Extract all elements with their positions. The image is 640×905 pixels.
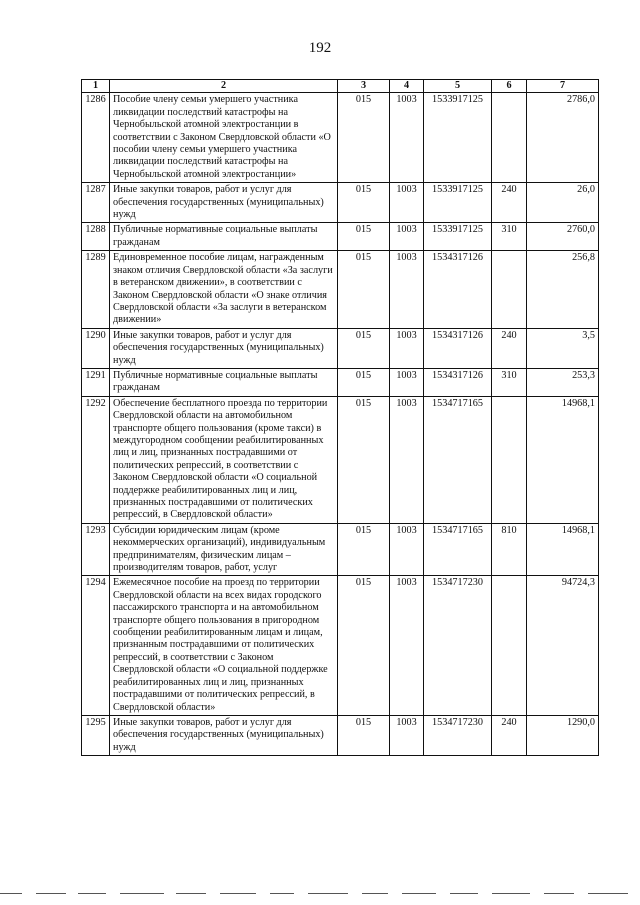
ministry-code-cell: 015 <box>338 251 390 328</box>
row-number-cell: 1290 <box>82 328 110 368</box>
expense-name-cell: Публичные нормативные социальные выплаты гражданам <box>110 223 338 251</box>
budget-table <box>81 79 599 756</box>
expense-type-code-cell: 310 <box>492 368 527 396</box>
table-row <box>82 576 599 715</box>
column-header: 5 <box>424 80 492 93</box>
row-number-cell: 1292 <box>82 396 110 523</box>
table-row <box>82 223 599 251</box>
target-item-code-cell: 1534717230 <box>424 576 492 715</box>
target-item-code-cell: 1534317126 <box>424 328 492 368</box>
table-row <box>82 523 599 576</box>
expense-type-code-cell <box>492 396 527 523</box>
ministry-code-cell: 015 <box>338 183 390 223</box>
amount-cell: 14968,1 <box>527 396 599 523</box>
section-code-cell: 1003 <box>390 251 424 328</box>
amount-cell: 3,5 <box>527 328 599 368</box>
row-number-cell: 1289 <box>82 251 110 328</box>
expense-type-code-cell: 310 <box>492 223 527 251</box>
target-item-code-cell: 1534717230 <box>424 715 492 755</box>
section-code-cell: 1003 <box>390 715 424 755</box>
expense-type-code-cell: 240 <box>492 183 527 223</box>
ministry-code-cell: 015 <box>338 396 390 523</box>
expense-name-cell: Иные закупки товаров, работ и услуг для обеспечения государственных (муниципальных) нужд <box>110 715 338 755</box>
column-header: 2 <box>110 80 338 93</box>
bottom-edge-rule <box>0 893 640 894</box>
section-code-cell: 1003 <box>390 328 424 368</box>
row-number-cell: 1291 <box>82 368 110 396</box>
expense-name-cell: Обеспечение бесплатного проезда по территории Свердловской области на автомобильном транспорте общего пользования (кроме такси) в междугородном сообщении реабилитированных лиц и лиц, признанных пострадавшими от политических репрессий, в соответствии с Законом Свердловской области «О социальной поддержке реабилитированных лиц и лиц, признанных пострадавшими от политических репрессий, в Свердловской области» <box>110 396 338 523</box>
expense-type-code-cell <box>492 576 527 715</box>
expense-name-cell: Пособие члену семьи умершего участника ликвидации последствий катастрофы на Чернобыльской атомной электростанции в соответствии с Законом Свердловской области «О пособии члену семьи умершего участника ликвидации последствий катастрофы на Чернобыльской атомной электростанции» <box>110 93 338 183</box>
amount-cell: 2760,0 <box>527 223 599 251</box>
table-row <box>82 251 599 328</box>
amount-cell: 256,8 <box>527 251 599 328</box>
section-code-cell: 1003 <box>390 223 424 251</box>
table-row <box>82 368 599 396</box>
table-row <box>82 183 599 223</box>
row-number-cell: 1287 <box>82 183 110 223</box>
column-header: 4 <box>390 80 424 93</box>
target-item-code-cell: 1533917125 <box>424 93 492 183</box>
section-code-cell: 1003 <box>390 93 424 183</box>
expense-type-code-cell: 240 <box>492 715 527 755</box>
row-number-cell: 1286 <box>82 93 110 183</box>
amount-cell: 26,0 <box>527 183 599 223</box>
target-item-code-cell: 1533917125 <box>424 223 492 251</box>
expense-name-cell: Публичные нормативные социальные выплаты гражданам <box>110 368 338 396</box>
expense-name-cell: Единовременное пособие лицам, награжденным знаком отличия Свердловской области «За заслуги в ветеранском движении», в соответствии с Законом Свердловской области «О знаке отличия Свердловской области «За заслуги в ветеранском движении» <box>110 251 338 328</box>
target-item-code-cell: 1534317126 <box>424 368 492 396</box>
column-header: 7 <box>527 80 599 93</box>
expense-name-cell: Иные закупки товаров, работ и услуг для обеспечения государственных (муниципальных) нужд <box>110 183 338 223</box>
section-code-cell: 1003 <box>390 368 424 396</box>
table-row <box>82 328 599 368</box>
amount-cell: 253,3 <box>527 368 599 396</box>
expense-type-code-cell: 810 <box>492 523 527 576</box>
row-number-cell: 1295 <box>82 715 110 755</box>
target-item-code-cell: 1533917125 <box>424 183 492 223</box>
section-code-cell: 1003 <box>390 183 424 223</box>
ministry-code-cell: 015 <box>338 223 390 251</box>
table-body <box>82 93 599 756</box>
target-item-code-cell: 1534717165 <box>424 523 492 576</box>
expense-type-code-cell <box>492 251 527 328</box>
target-item-code-cell: 1534317126 <box>424 251 492 328</box>
expense-name-cell: Субсидии юридическим лицам (кроме некоммерческих организаций), индивидуальным предпринимателям, физическим лицам – производителям товаров, работ, услуг <box>110 523 338 576</box>
table-row <box>82 93 599 183</box>
table-header-row <box>82 80 599 93</box>
row-number-cell: 1293 <box>82 523 110 576</box>
amount-cell: 2786,0 <box>527 93 599 183</box>
ministry-code-cell: 015 <box>338 368 390 396</box>
column-header: 3 <box>338 80 390 93</box>
expense-name-cell: Иные закупки товаров, работ и услуг для обеспечения государственных (муниципальных) нужд <box>110 328 338 368</box>
table-row <box>82 715 599 755</box>
expense-name-cell: Ежемесячное пособие на проезд по территории Свердловской области на всех видах городского пассажирского транспорта и на автомобильном транспорте общего пользования в пригородном сообщении реабилитированным лицам и лицам, признанным пострадавшими от политических репрессий, в соответствии с Законом Свердловской области «О социальной поддержке реабилитированных лиц и лиц, признанных пострадавшими от политических репрессий, в Свердловской области» <box>110 576 338 715</box>
ministry-code-cell: 015 <box>338 328 390 368</box>
page-number: 192 <box>308 40 332 56</box>
ministry-code-cell: 015 <box>338 523 390 576</box>
amount-cell: 14968,1 <box>527 523 599 576</box>
amount-cell: 1290,0 <box>527 715 599 755</box>
amount-cell: 94724,3 <box>527 576 599 715</box>
ministry-code-cell: 015 <box>338 715 390 755</box>
section-code-cell: 1003 <box>390 576 424 715</box>
ministry-code-cell: 015 <box>338 576 390 715</box>
section-code-cell: 1003 <box>390 396 424 523</box>
expense-type-code-cell <box>492 93 527 183</box>
section-code-cell: 1003 <box>390 523 424 576</box>
row-number-cell: 1288 <box>82 223 110 251</box>
table-row <box>82 396 599 523</box>
expense-type-code-cell: 240 <box>492 328 527 368</box>
target-item-code-cell: 1534717165 <box>424 396 492 523</box>
column-header: 1 <box>82 80 110 93</box>
row-number-cell: 1294 <box>82 576 110 715</box>
ministry-code-cell: 015 <box>338 93 390 183</box>
column-header: 6 <box>492 80 527 93</box>
